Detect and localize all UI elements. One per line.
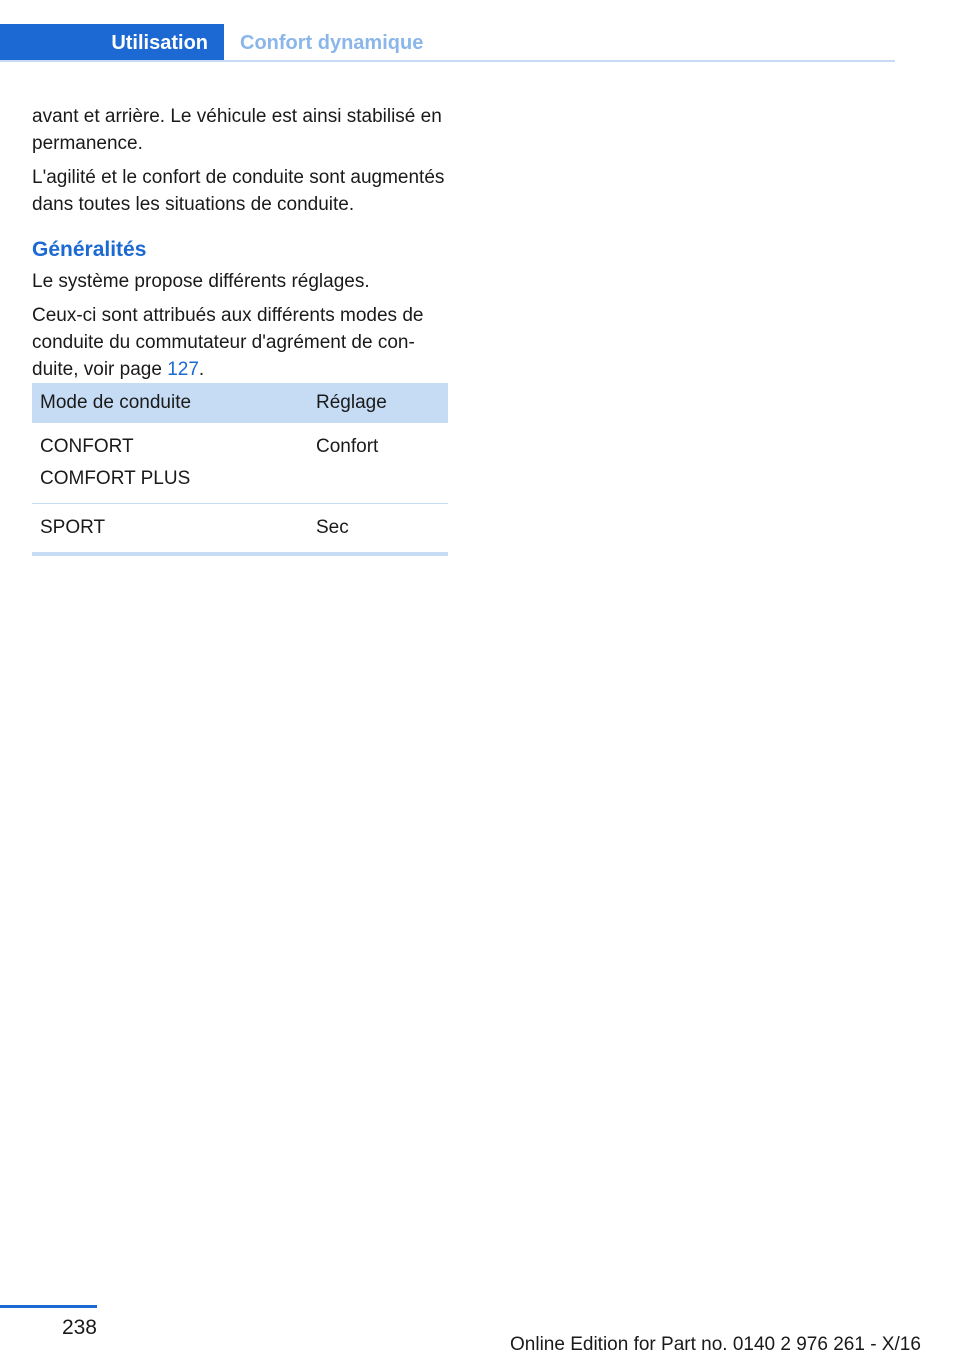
paragraph-modes-text: Ceux-ci sont attribués aux différents modes de conduite du commutateur d'agrément de conduite, voir page	[32, 305, 424, 380]
tab-utilisation[interactable]: Utilisation	[0, 24, 224, 62]
paragraph-modes-end: .	[198, 359, 205, 380]
mode-value: COMFORT PLUS	[40, 468, 191, 489]
edition-note: Online Edition for Part no. 0140 2 976 261 - X/16	[510, 1334, 921, 1355]
cell-setting: Sec	[316, 517, 349, 538]
page-link[interactable]: 127	[167, 359, 199, 380]
table-row	[32, 423, 448, 504]
header-setting: Réglage	[316, 392, 387, 413]
main-content	[32, 103, 448, 390]
table-row	[32, 504, 448, 556]
paragraph-agilite: L'agilité et le confort de conduite sont augmentés dans toutes les situations de conduite.	[32, 167, 445, 215]
cell-mode	[32, 423, 308, 503]
cell-mode	[32, 504, 308, 552]
page-header	[0, 24, 895, 62]
page-number: 238	[61, 1316, 97, 1339]
settings-table	[32, 383, 448, 556]
header-mode: Mode de conduite	[40, 392, 192, 413]
mode-value: SPORT	[40, 517, 106, 538]
paragraph-stabilisation: avant et arrière. Le véhicule est ainsi stabilisé en permanence.	[32, 106, 442, 154]
paragraph-modes	[32, 302, 448, 383]
header-divider	[0, 60, 895, 62]
mode-value: CONFORT	[40, 436, 134, 457]
section-heading: Généralités	[32, 238, 147, 261]
table-header	[32, 383, 448, 423]
tab-confort-dynamique[interactable]: Confort dynamique	[240, 32, 424, 54]
cell-setting: Confort	[316, 436, 379, 457]
paragraph-reglages: Le système propose différents réglages.	[32, 271, 370, 292]
footer-divider	[0, 1305, 97, 1308]
